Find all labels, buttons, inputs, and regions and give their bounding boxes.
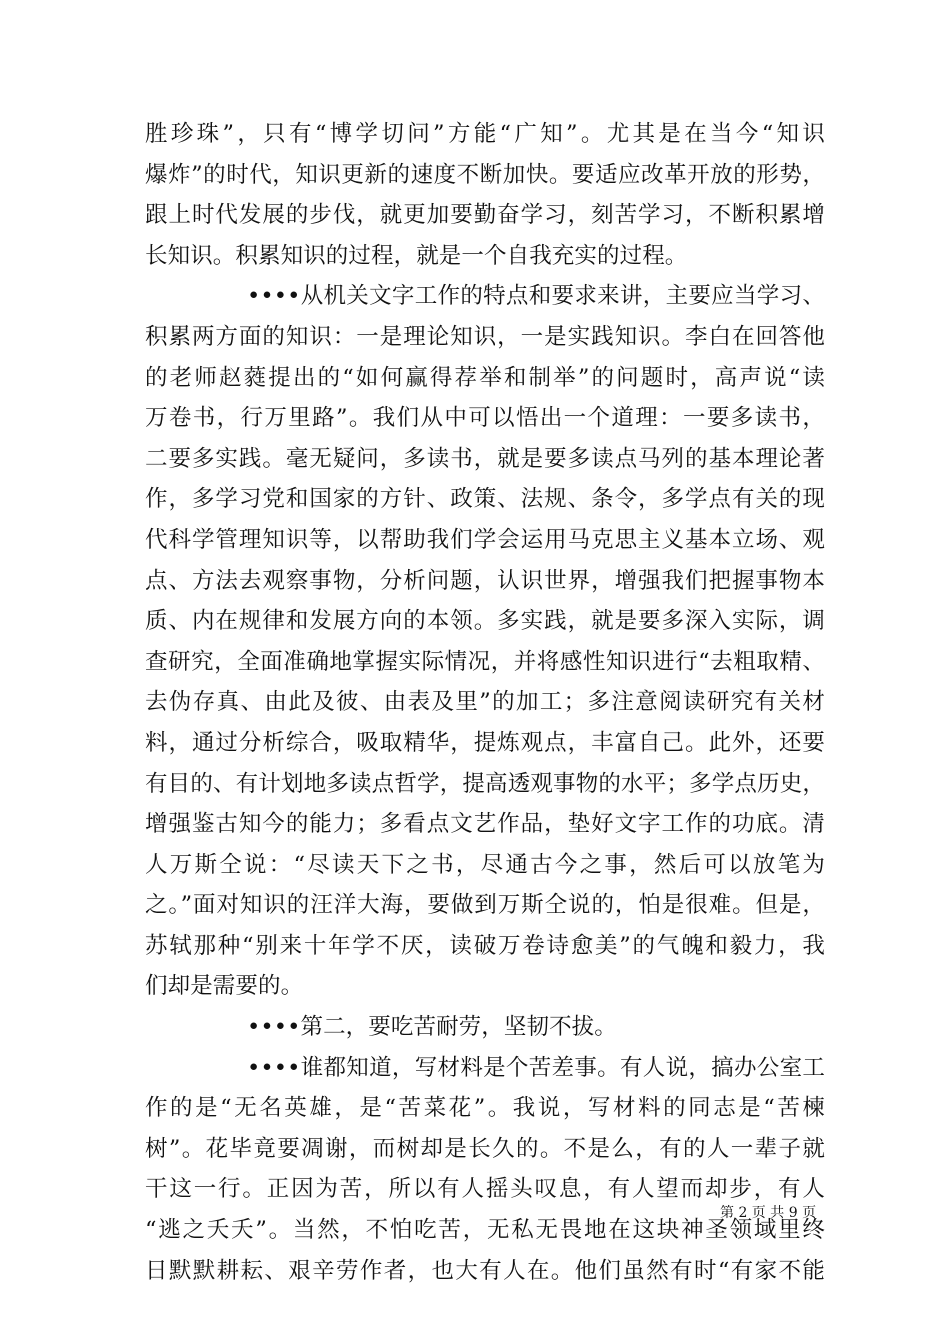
text-line: 作的是“无名英雄，是“苦菜花”。我说，写材料的同志是“苦楝 <box>145 1095 825 1122</box>
text-line: 日默默耕耘、艰辛劳作者，也大有人在。他们虽然有时“有家不能 <box>145 1257 825 1284</box>
text-line: 代科学管理知识等，以帮助我们学会运用马克思主义基本立场、观 <box>145 526 825 553</box>
text-line: 质、内在规律和发展方向的本领。多实践，就是要多深入实际，调 <box>145 608 825 635</box>
text-line: 人万斯仝说：“尽读天下之书，尽通古今之事，然后可以放笔为 <box>145 851 825 878</box>
text-line: 点、方法去观察事物，分析问题，认识世界，增强我们把握事物本 <box>145 567 825 594</box>
paragraph <box>145 276 825 1007</box>
text-line: 作，多学习党和国家的方针、政策、法规、条令，多学点有关的现 <box>145 486 825 513</box>
text-line: ••••第二，要吃苦耐劳，坚韧不拔。 <box>247 1014 617 1041</box>
text-line: 去伪存真、由此及彼、由表及里”的加工；多注意阅读研究有关材 <box>145 689 825 716</box>
text-line: 跟上时代发展的步伐，就更加要勤奋学习，刻苦学习，不断积累增 <box>145 202 825 229</box>
text-line: 们却是需要的。 <box>145 973 304 1000</box>
text-line: 万卷书，行万里路”。我们从中可以悟出一个道理：一要多读书， <box>145 405 825 432</box>
text-line: 胜珍珠”，只有“博学切问”方能“广知”。尤其是在当今“知识 <box>145 121 825 147</box>
page-number: 第 2 页 共 9 页 <box>720 1205 817 1221</box>
text-line: 苏轼那种“别来十年学不厌，读破万卷诗愈美”的气魄和毅力，我 <box>145 932 825 959</box>
paragraph <box>145 114 825 276</box>
text-line: 的老师赵蕤提出的“如何赢得荐举和制举”的问题时，高声说“读 <box>145 364 825 391</box>
text-line: ••••谁都知道，写材料是个苦差事。有人说，搞办公室工 <box>247 1054 825 1081</box>
document-body <box>145 114 825 1291</box>
text-line: 查研究，全面准确地掌握实际情况，并将感性知识进行“去粗取精、 <box>145 648 825 675</box>
paragraph <box>145 1007 825 1048</box>
text-line: “逃之夭夭”。当然，不怕吃苦，无私无畏地在这块神圣领域里终 <box>145 1217 825 1244</box>
text-line: 之。”面对知识的汪洋大海，要做到万斯仝说的，怕是很难。但是， <box>145 892 825 919</box>
text-line: 爆炸”的时代，知识更新的速度不断加快。要适应改革开放的形势， <box>145 161 825 188</box>
paragraph <box>145 1048 825 1292</box>
text-line: 积累两方面的知识：一是理论知识，一是实践知识。李白在回答他 <box>145 323 825 350</box>
text-line: 干这一行。正因为苦，所以有人摇头叹息，有人望而却步，有人 <box>145 1176 825 1203</box>
text-line: 有目的、有计划地多读点哲学，提高透观事物的水平；多学点历史， <box>145 770 825 797</box>
text-line: 料，通过分析综合，吸取精华，提炼观点，丰富自己。此外，还要 <box>145 729 825 756</box>
text-line: 长知识。积累知识的过程，就是一个自我充实的过程。 <box>145 242 688 269</box>
text-line: 二要多实践。毫无疑问，多读书，就是要多读点马列的基本理论著 <box>145 445 825 472</box>
text-line: ••••从机关文字工作的特点和要求来讲，主要应当学习、 <box>247 283 825 310</box>
text-line: 增强鉴古知今的能力；多看点文艺作品，垫好文字工作的功底。清 <box>145 811 825 838</box>
text-line: 树”。花毕竟要凋谢，而树却是长久的。不是么，有的人一辈子就 <box>145 1135 825 1162</box>
